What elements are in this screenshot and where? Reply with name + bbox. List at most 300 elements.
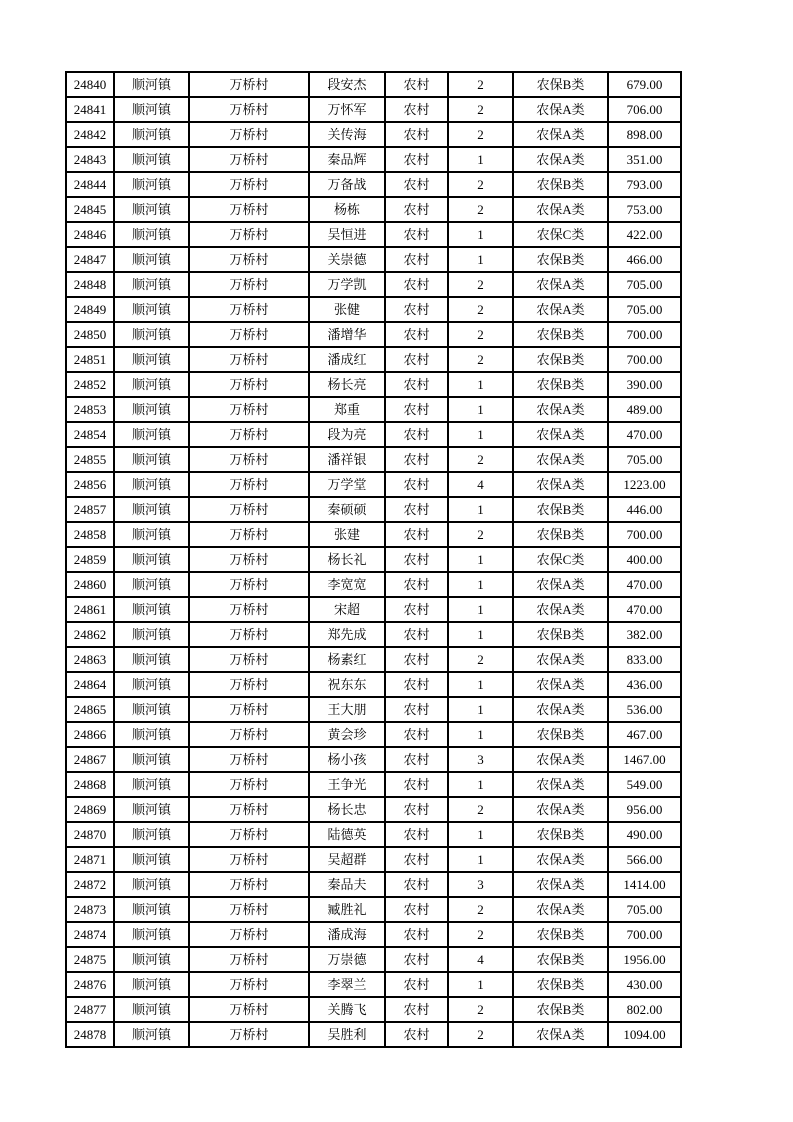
cell-serial-number: 24856: [66, 472, 114, 497]
cell-person-name: 王争光: [309, 772, 385, 797]
cell-insurance-class: 农保A类: [513, 1022, 608, 1047]
cell-insurance-class: 农保B类: [513, 497, 608, 522]
cell-household-type: 农村: [385, 972, 448, 997]
cell-insurance-class: 农保B类: [513, 822, 608, 847]
cell-person-count: 2: [448, 197, 513, 222]
cell-person-count: 1: [448, 572, 513, 597]
cell-person-name: 潘增华: [309, 322, 385, 347]
cell-person-count: 2: [448, 997, 513, 1022]
cell-town: 顺河镇: [114, 572, 189, 597]
cell-household-type: 农村: [385, 447, 448, 472]
cell-village: 万桥村: [189, 472, 309, 497]
cell-person-name: 万崇德: [309, 947, 385, 972]
cell-amount: 430.00: [608, 972, 681, 997]
cell-household-type: 农村: [385, 847, 448, 872]
cell-village: 万桥村: [189, 197, 309, 222]
cell-household-type: 农村: [385, 97, 448, 122]
cell-amount: 566.00: [608, 847, 681, 872]
cell-town: 顺河镇: [114, 622, 189, 647]
cell-serial-number: 24843: [66, 147, 114, 172]
cell-person-name: 王大朋: [309, 697, 385, 722]
cell-amount: 549.00: [608, 772, 681, 797]
cell-serial-number: 24863: [66, 647, 114, 672]
cell-town: 顺河镇: [114, 872, 189, 897]
cell-town: 顺河镇: [114, 447, 189, 472]
cell-village: 万桥村: [189, 97, 309, 122]
cell-household-type: 农村: [385, 372, 448, 397]
cell-village: 万桥村: [189, 747, 309, 772]
cell-insurance-class: 农保A类: [513, 147, 608, 172]
cell-town: 顺河镇: [114, 272, 189, 297]
cell-town: 顺河镇: [114, 197, 189, 222]
cell-serial-number: 24853: [66, 397, 114, 422]
table-row: [66, 822, 681, 847]
cell-household-type: 农村: [385, 147, 448, 172]
table-row: [66, 772, 681, 797]
cell-village: 万桥村: [189, 847, 309, 872]
cell-serial-number: 24842: [66, 122, 114, 147]
cell-person-count: 1: [448, 222, 513, 247]
cell-amount: 705.00: [608, 447, 681, 472]
cell-village: 万桥村: [189, 722, 309, 747]
cell-serial-number: 24865: [66, 697, 114, 722]
cell-serial-number: 24852: [66, 372, 114, 397]
cell-person-count: 3: [448, 747, 513, 772]
cell-household-type: 农村: [385, 672, 448, 697]
cell-amount: 705.00: [608, 897, 681, 922]
cell-household-type: 农村: [385, 922, 448, 947]
cell-household-type: 农村: [385, 497, 448, 522]
cell-person-count: 1: [448, 672, 513, 697]
cell-person-name: 黄会珍: [309, 722, 385, 747]
table-row: [66, 697, 681, 722]
cell-serial-number: 24857: [66, 497, 114, 522]
cell-town: 顺河镇: [114, 897, 189, 922]
cell-town: 顺河镇: [114, 847, 189, 872]
cell-household-type: 农村: [385, 622, 448, 647]
cell-insurance-class: 农保A类: [513, 97, 608, 122]
cell-household-type: 农村: [385, 872, 448, 897]
cell-insurance-class: 农保B类: [513, 322, 608, 347]
cell-amount: 705.00: [608, 297, 681, 322]
cell-town: 顺河镇: [114, 472, 189, 497]
cell-serial-number: 24875: [66, 947, 114, 972]
cell-amount: 802.00: [608, 997, 681, 1022]
cell-household-type: 农村: [385, 747, 448, 772]
table-row: [66, 447, 681, 472]
cell-household-type: 农村: [385, 822, 448, 847]
cell-town: 顺河镇: [114, 397, 189, 422]
cell-person-count: 1: [448, 547, 513, 572]
table-row: [66, 97, 681, 122]
cell-amount: 446.00: [608, 497, 681, 522]
cell-village: 万桥村: [189, 822, 309, 847]
cell-insurance-class: 农保B类: [513, 247, 608, 272]
cell-insurance-class: 农保B类: [513, 922, 608, 947]
cell-person-count: 2: [448, 447, 513, 472]
cell-insurance-class: 农保C类: [513, 222, 608, 247]
cell-person-name: 杨长忠: [309, 797, 385, 822]
cell-person-count: 2: [448, 272, 513, 297]
cell-amount: 898.00: [608, 122, 681, 147]
cell-person-count: 2: [448, 922, 513, 947]
cell-person-count: 3: [448, 872, 513, 897]
cell-town: 顺河镇: [114, 747, 189, 772]
cell-person-count: 1: [448, 697, 513, 722]
cell-household-type: 农村: [385, 272, 448, 297]
table-row: [66, 72, 681, 97]
cell-person-count: 2: [448, 647, 513, 672]
cell-amount: 793.00: [608, 172, 681, 197]
cell-amount: 956.00: [608, 797, 681, 822]
cell-household-type: 农村: [385, 172, 448, 197]
cell-amount: 470.00: [608, 597, 681, 622]
cell-person-name: 万怀军: [309, 97, 385, 122]
cell-serial-number: 24873: [66, 897, 114, 922]
table-row: [66, 372, 681, 397]
cell-person-name: 潘成红: [309, 347, 385, 372]
cell-serial-number: 24850: [66, 322, 114, 347]
cell-amount: 489.00: [608, 397, 681, 422]
cell-person-count: 1: [448, 422, 513, 447]
cell-person-name: 秦品夫: [309, 872, 385, 897]
cell-person-name: 关传海: [309, 122, 385, 147]
benefit-roster-table: [65, 71, 682, 1048]
cell-serial-number: 24878: [66, 1022, 114, 1047]
table-row: [66, 597, 681, 622]
cell-amount: 490.00: [608, 822, 681, 847]
cell-serial-number: 24867: [66, 747, 114, 772]
cell-person-count: 2: [448, 897, 513, 922]
cell-household-type: 农村: [385, 297, 448, 322]
cell-insurance-class: 农保A类: [513, 897, 608, 922]
cell-insurance-class: 农保A类: [513, 472, 608, 497]
cell-amount: 470.00: [608, 422, 681, 447]
cell-village: 万桥村: [189, 522, 309, 547]
cell-village: 万桥村: [189, 397, 309, 422]
cell-serial-number: 24849: [66, 297, 114, 322]
cell-insurance-class: 农保A类: [513, 197, 608, 222]
cell-town: 顺河镇: [114, 97, 189, 122]
cell-village: 万桥村: [189, 597, 309, 622]
cell-insurance-class: 农保A类: [513, 772, 608, 797]
cell-village: 万桥村: [189, 647, 309, 672]
cell-person-name: 臧胜礼: [309, 897, 385, 922]
cell-serial-number: 24869: [66, 797, 114, 822]
cell-insurance-class: 农保A类: [513, 447, 608, 472]
cell-amount: 470.00: [608, 572, 681, 597]
cell-person-name: 杨素红: [309, 647, 385, 672]
cell-town: 顺河镇: [114, 772, 189, 797]
cell-amount: 1414.00: [608, 872, 681, 897]
cell-town: 顺河镇: [114, 1022, 189, 1047]
cell-amount: 700.00: [608, 922, 681, 947]
cell-person-name: 祝东东: [309, 672, 385, 697]
cell-person-count: 2: [448, 122, 513, 147]
table-row: [66, 672, 681, 697]
table-row: [66, 797, 681, 822]
cell-town: 顺河镇: [114, 322, 189, 347]
cell-household-type: 农村: [385, 122, 448, 147]
cell-village: 万桥村: [189, 122, 309, 147]
cell-village: 万桥村: [189, 922, 309, 947]
table-row: [66, 747, 681, 772]
cell-person-name: 宋超: [309, 597, 385, 622]
cell-household-type: 农村: [385, 697, 448, 722]
cell-amount: 1223.00: [608, 472, 681, 497]
table-row: [66, 472, 681, 497]
cell-serial-number: 24840: [66, 72, 114, 97]
cell-amount: 705.00: [608, 272, 681, 297]
cell-person-name: 段为亮: [309, 422, 385, 447]
cell-insurance-class: 农保A类: [513, 847, 608, 872]
cell-person-count: 1: [448, 972, 513, 997]
cell-person-name: 吴超群: [309, 847, 385, 872]
cell-household-type: 农村: [385, 597, 448, 622]
table-row: [66, 297, 681, 322]
cell-person-count: 2: [448, 297, 513, 322]
cell-insurance-class: 农保B类: [513, 347, 608, 372]
cell-person-count: 1: [448, 822, 513, 847]
cell-person-count: 1: [448, 372, 513, 397]
cell-amount: 700.00: [608, 347, 681, 372]
cell-person-name: 李翠兰: [309, 972, 385, 997]
cell-town: 顺河镇: [114, 822, 189, 847]
cell-person-count: 4: [448, 947, 513, 972]
table-row: [66, 497, 681, 522]
cell-village: 万桥村: [189, 447, 309, 472]
cell-insurance-class: 农保B类: [513, 72, 608, 97]
cell-town: 顺河镇: [114, 122, 189, 147]
cell-town: 顺河镇: [114, 597, 189, 622]
cell-village: 万桥村: [189, 347, 309, 372]
table-row: [66, 547, 681, 572]
cell-village: 万桥村: [189, 1022, 309, 1047]
cell-amount: 700.00: [608, 522, 681, 547]
cell-person-name: 杨小孩: [309, 747, 385, 772]
cell-household-type: 农村: [385, 397, 448, 422]
cell-serial-number: 24870: [66, 822, 114, 847]
cell-person-name: 陆德英: [309, 822, 385, 847]
cell-amount: 706.00: [608, 97, 681, 122]
cell-household-type: 农村: [385, 522, 448, 547]
cell-serial-number: 24866: [66, 722, 114, 747]
cell-town: 顺河镇: [114, 522, 189, 547]
table-row: [66, 272, 681, 297]
cell-person-count: 2: [448, 322, 513, 347]
cell-insurance-class: 农保A类: [513, 872, 608, 897]
table-row: [66, 222, 681, 247]
cell-insurance-class: 农保B类: [513, 722, 608, 747]
cell-insurance-class: 农保A类: [513, 597, 608, 622]
table-row: [66, 847, 681, 872]
cell-town: 顺河镇: [114, 147, 189, 172]
cell-insurance-class: 农保A类: [513, 697, 608, 722]
cell-town: 顺河镇: [114, 997, 189, 1022]
cell-village: 万桥村: [189, 872, 309, 897]
cell-amount: 400.00: [608, 547, 681, 572]
cell-town: 顺河镇: [114, 422, 189, 447]
cell-serial-number: 24854: [66, 422, 114, 447]
cell-serial-number: 24859: [66, 547, 114, 572]
cell-person-name: 吴恒进: [309, 222, 385, 247]
table-row: [66, 1022, 681, 1047]
cell-insurance-class: 农保B类: [513, 997, 608, 1022]
cell-household-type: 农村: [385, 72, 448, 97]
cell-village: 万桥村: [189, 297, 309, 322]
cell-insurance-class: 农保A类: [513, 397, 608, 422]
cell-serial-number: 24871: [66, 847, 114, 872]
cell-village: 万桥村: [189, 947, 309, 972]
cell-person-count: 4: [448, 472, 513, 497]
cell-village: 万桥村: [189, 497, 309, 522]
cell-serial-number: 24861: [66, 597, 114, 622]
cell-town: 顺河镇: [114, 72, 189, 97]
cell-person-count: 1: [448, 722, 513, 747]
cell-person-count: 2: [448, 797, 513, 822]
cell-household-type: 农村: [385, 322, 448, 347]
cell-village: 万桥村: [189, 222, 309, 247]
cell-person-name: 万学堂: [309, 472, 385, 497]
cell-village: 万桥村: [189, 372, 309, 397]
cell-town: 顺河镇: [114, 347, 189, 372]
cell-town: 顺河镇: [114, 972, 189, 997]
cell-household-type: 农村: [385, 222, 448, 247]
table-row: [66, 997, 681, 1022]
cell-person-count: 1: [448, 622, 513, 647]
cell-person-count: 2: [448, 347, 513, 372]
cell-person-count: 1: [448, 397, 513, 422]
cell-serial-number: 24877: [66, 997, 114, 1022]
cell-insurance-class: 农保B类: [513, 947, 608, 972]
cell-town: 顺河镇: [114, 547, 189, 572]
cell-serial-number: 24858: [66, 522, 114, 547]
cell-household-type: 农村: [385, 547, 448, 572]
cell-household-type: 农村: [385, 472, 448, 497]
cell-village: 万桥村: [189, 622, 309, 647]
cell-person-name: 潘成海: [309, 922, 385, 947]
cell-amount: 467.00: [608, 722, 681, 747]
cell-town: 顺河镇: [114, 372, 189, 397]
table-row: [66, 397, 681, 422]
cell-person-count: 1: [448, 772, 513, 797]
cell-person-name: 张建: [309, 522, 385, 547]
cell-person-count: 1: [448, 147, 513, 172]
cell-serial-number: 24860: [66, 572, 114, 597]
cell-insurance-class: 农保B类: [513, 372, 608, 397]
cell-person-count: 2: [448, 72, 513, 97]
cell-household-type: 农村: [385, 647, 448, 672]
table-row: [66, 147, 681, 172]
cell-insurance-class: 农保A类: [513, 297, 608, 322]
cell-person-name: 吴胜利: [309, 1022, 385, 1047]
cell-serial-number: 24855: [66, 447, 114, 472]
table-row: [66, 722, 681, 747]
table-row: [66, 347, 681, 372]
cell-village: 万桥村: [189, 797, 309, 822]
cell-serial-number: 24876: [66, 972, 114, 997]
cell-village: 万桥村: [189, 322, 309, 347]
cell-village: 万桥村: [189, 972, 309, 997]
table-row: [66, 647, 681, 672]
cell-village: 万桥村: [189, 272, 309, 297]
cell-person-name: 李宽宽: [309, 572, 385, 597]
cell-person-name: 杨栋: [309, 197, 385, 222]
cell-serial-number: 24846: [66, 222, 114, 247]
cell-amount: 422.00: [608, 222, 681, 247]
cell-amount: 1467.00: [608, 747, 681, 772]
cell-person-name: 关崇德: [309, 247, 385, 272]
cell-village: 万桥村: [189, 672, 309, 697]
cell-person-name: 段安杰: [309, 72, 385, 97]
cell-person-name: 郑重: [309, 397, 385, 422]
cell-household-type: 农村: [385, 422, 448, 447]
cell-amount: 536.00: [608, 697, 681, 722]
cell-amount: 390.00: [608, 372, 681, 397]
cell-insurance-class: 农保B类: [513, 172, 608, 197]
table-body: [66, 72, 681, 1047]
table-row: [66, 197, 681, 222]
cell-insurance-class: 农保A类: [513, 797, 608, 822]
cell-insurance-class: 农保A类: [513, 747, 608, 772]
cell-person-count: 1: [448, 497, 513, 522]
table-row: [66, 122, 681, 147]
table-row: [66, 172, 681, 197]
cell-village: 万桥村: [189, 247, 309, 272]
cell-person-name: 杨长亮: [309, 372, 385, 397]
cell-serial-number: 24872: [66, 872, 114, 897]
cell-person-count: 2: [448, 1022, 513, 1047]
cell-household-type: 农村: [385, 772, 448, 797]
cell-town: 顺河镇: [114, 697, 189, 722]
cell-person-name: 关腾飞: [309, 997, 385, 1022]
cell-insurance-class: 农保B类: [513, 522, 608, 547]
cell-amount: 753.00: [608, 197, 681, 222]
cell-serial-number: 24874: [66, 922, 114, 947]
cell-person-name: 秦硕硕: [309, 497, 385, 522]
cell-person-name: 张健: [309, 297, 385, 322]
cell-person-name: 郑先成: [309, 622, 385, 647]
cell-person-count: 2: [448, 172, 513, 197]
cell-town: 顺河镇: [114, 222, 189, 247]
cell-village: 万桥村: [189, 147, 309, 172]
cell-insurance-class: 农保A类: [513, 422, 608, 447]
cell-person-count: 1: [448, 597, 513, 622]
table-row: [66, 972, 681, 997]
cell-person-name: 万学凯: [309, 272, 385, 297]
cell-town: 顺河镇: [114, 647, 189, 672]
cell-amount: 436.00: [608, 672, 681, 697]
cell-village: 万桥村: [189, 172, 309, 197]
table-row: [66, 322, 681, 347]
table-row: [66, 872, 681, 897]
cell-person-name: 秦品辉: [309, 147, 385, 172]
cell-serial-number: 24851: [66, 347, 114, 372]
cell-amount: 833.00: [608, 647, 681, 672]
cell-village: 万桥村: [189, 772, 309, 797]
cell-amount: 679.00: [608, 72, 681, 97]
cell-person-count: 1: [448, 847, 513, 872]
table-row: [66, 622, 681, 647]
cell-serial-number: 24844: [66, 172, 114, 197]
cell-household-type: 农村: [385, 247, 448, 272]
cell-household-type: 农村: [385, 997, 448, 1022]
cell-serial-number: 24841: [66, 97, 114, 122]
cell-household-type: 农村: [385, 897, 448, 922]
cell-town: 顺河镇: [114, 922, 189, 947]
cell-amount: 1956.00: [608, 947, 681, 972]
cell-household-type: 农村: [385, 197, 448, 222]
